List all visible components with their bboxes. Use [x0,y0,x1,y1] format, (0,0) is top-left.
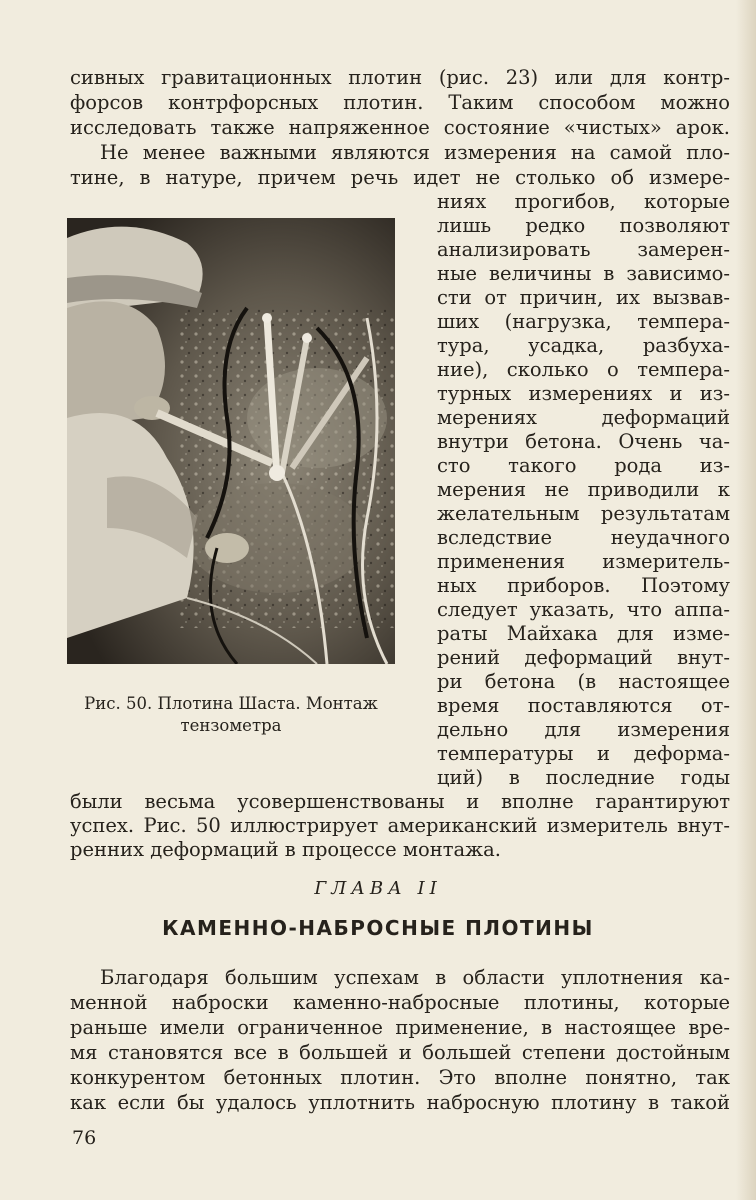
text-line: менной наброски каменно-набросные плотины, которые [70,991,730,1014]
text-line: мя становятся все в большей и большей степени достойным [70,1041,730,1064]
text-line: форсов контрфорсных плотин. Таким способом можно [70,91,730,114]
text-line: турных измерениях и из- [437,382,730,405]
text-line: ших (нагрузка, темпера- [437,310,730,333]
page-edge-shadow [736,0,756,1200]
figure-photo [67,218,395,664]
text-line: конкурентом бетонных плотин. Это вполне понятно, так [70,1066,730,1089]
text-line: раньше имели ограниченное применение, в настоящее вре- [70,1016,730,1039]
text-line: время поставляются от- [437,694,730,717]
text-line: внутри бетона. Очень ча- [437,430,730,453]
text-line: исследовать также напряженное состояние «чистых» арок. [70,116,730,139]
text-line: дельно для измерения [437,718,730,741]
text-line: ри бетона (в настоящее [437,670,730,693]
text-line: сивных гравитационных плотин (рис. 23) или для контр- [70,66,730,89]
text-line: мерения не приводили к [437,478,730,501]
text-line: были весьма усовершенствованы и вполне гарантируют [70,790,730,813]
text-line: ных приборов. Поэтому [437,574,730,597]
chapter-label: ГЛАВА II [314,878,442,899]
text-line: температуры и деформа- [437,742,730,765]
text-line: успех. Рис. 50 иллюстрирует американский измеритель внут- [70,814,730,837]
figure-caption-line: тензометра [180,716,282,735]
text-line: мерениях деформаций [437,406,730,429]
text-line: ниях прогибов, которые [437,190,730,213]
text-line: раты Майхака для изме- [437,622,730,645]
text-line: желательным результатам [437,502,730,525]
text-line: рений деформаций внут- [437,646,730,669]
figure-caption-line: Рис. 50. Плотина Шаста. Монтаж [84,694,378,713]
text-line: как если бы удалось уплотнить набросную плотину в такой [70,1091,730,1114]
photo-illustration [67,218,395,664]
chapter-title: КАМЕННО-НАБРОСНЫЕ ПЛОТИНЫ [162,916,594,940]
page-number: 76 [72,1127,97,1149]
text-line: ций) в последние годы [437,766,730,789]
text-line: анализировать замерен- [437,238,730,261]
text-line: применения измеритель- [437,550,730,573]
text-line: Не менее важными являются измерения на самой пло- [100,141,730,164]
text-line: сто такого рода из- [437,454,730,477]
text-line: следует указать, что аппа- [437,598,730,621]
text-line: сти от причин, их вызвав- [437,286,730,309]
text-line: ные величины в зависимо- [437,262,730,285]
text-line: Благодаря большим успехам в области уплотнения ка- [100,966,730,989]
text-line: вследствие неудачного [437,526,730,549]
text-line: лишь редко позволяют [437,214,730,237]
text-line: тура, усадка, разбуха- [437,334,730,357]
text-line: ние), сколько о темпера- [437,358,730,381]
text-line: ренних деформаций в процессе монтажа. [70,838,501,861]
text-line: тине, в натуре, причем речь идет не столько об измере- [70,166,730,189]
